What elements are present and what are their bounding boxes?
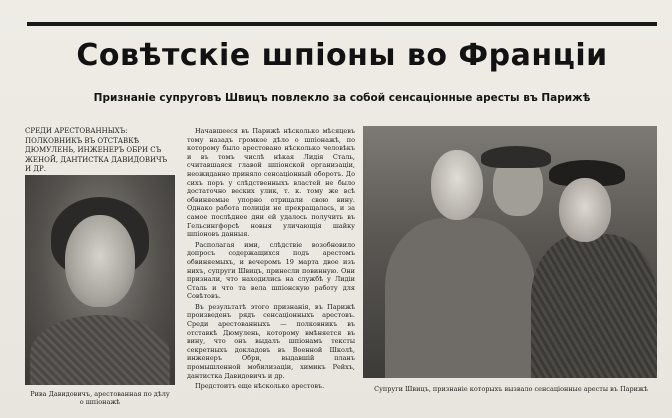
article-paragraph: Располагая ими, слѣдствіе возобновило допросъ содержащихся подъ арестомъ обвиняемыхъ, и вечеромъ 19 марта двое изъ нихъ, супруги Швицъ, принесли повинную. Они признали, что находились на службѣ у Лидiи Сталь и что та вела шпiонскую работу для Совѣтовъ. <box>187 240 355 301</box>
portrait-face <box>65 215 135 307</box>
portrait-caption: Рива Давидовичъ, арестованная по дѣлу о шпiонажѣ <box>30 390 170 406</box>
man-face <box>431 150 483 220</box>
man-coat <box>385 218 535 378</box>
article-paragraph: Въ результатѣ этого признанія, въ Парижѣ произведенъ рядъ сенсаціонныхъ арестовъ. Среди арестованныхъ — полковникъ въ отставкѣ Дюмулень, которому вмѣняется въ вину, что онъ выдалъ шпіонамъ тексты секретныхъ докладовъ въ Военной Школѣ, инженеръ Обри, выдавшій планъ промышленной мобилизаціи, химикъ Рейхъ, дантистка Давидовичъ и др. <box>187 302 355 380</box>
subheadline: Признанiе супруговъ Швицъ повлекло за собой сенсацiонные аресты въ Парижѣ <box>93 92 591 104</box>
column1-intro: СРЕДИ АРЕСТОВАННЫХЪ: ПОЛКОВНИКЪ ВЪ ОТСТАВКѢ ДЮМУЛЕНЬ, ИНЖЕНЕРЪ ОБРИ СЪ ЖЕНОЙ, ДАНТИСТКА ДАВИДОВИЧЪ И ДР. <box>25 127 168 173</box>
article-paragraph: Начавшееся въ Парижѣ нѣсколько мѣсяцевъ тому назадъ громкое дѣло о шпiонажѣ, по которому было арестовано нѣсколько человѣкъ и въ томъ числѣ нѣкая Лидiя Сталь, считавшаяся главой шпiонской организацiи, неожиданно приняло сенсацiонный оборотъ. До сихъ поръ у слѣдственныхъ властей не было достаточно веских улик, т. к. тому же всѣ обвиняемые упорно отрицали свою вину. Однако работа полиціи не прекращалась, и за самое послѣднее дни ей удалось получить въ Гельсингфорсѣ новыя уличающія шайку шпіоновъ данныя. <box>187 127 355 239</box>
headline: Совѣтскiе шпiоны во Францiи <box>76 38 608 73</box>
woman-fur-coat <box>531 234 657 378</box>
woman-face <box>559 178 611 242</box>
background-hat <box>481 146 551 168</box>
portrait-photo <box>25 175 175 385</box>
couple-caption: Супруги Швицъ, признанiе которыхъ вызвало сенсацiонные аресты въ Парижѣ <box>374 385 648 393</box>
couple-photo <box>363 126 657 378</box>
article-body <box>187 127 355 415</box>
portrait-coat <box>30 315 170 385</box>
top-rule <box>27 22 657 26</box>
article-paragraph: Предстоитъ еще нѣсколько арестовъ. <box>195 382 325 391</box>
